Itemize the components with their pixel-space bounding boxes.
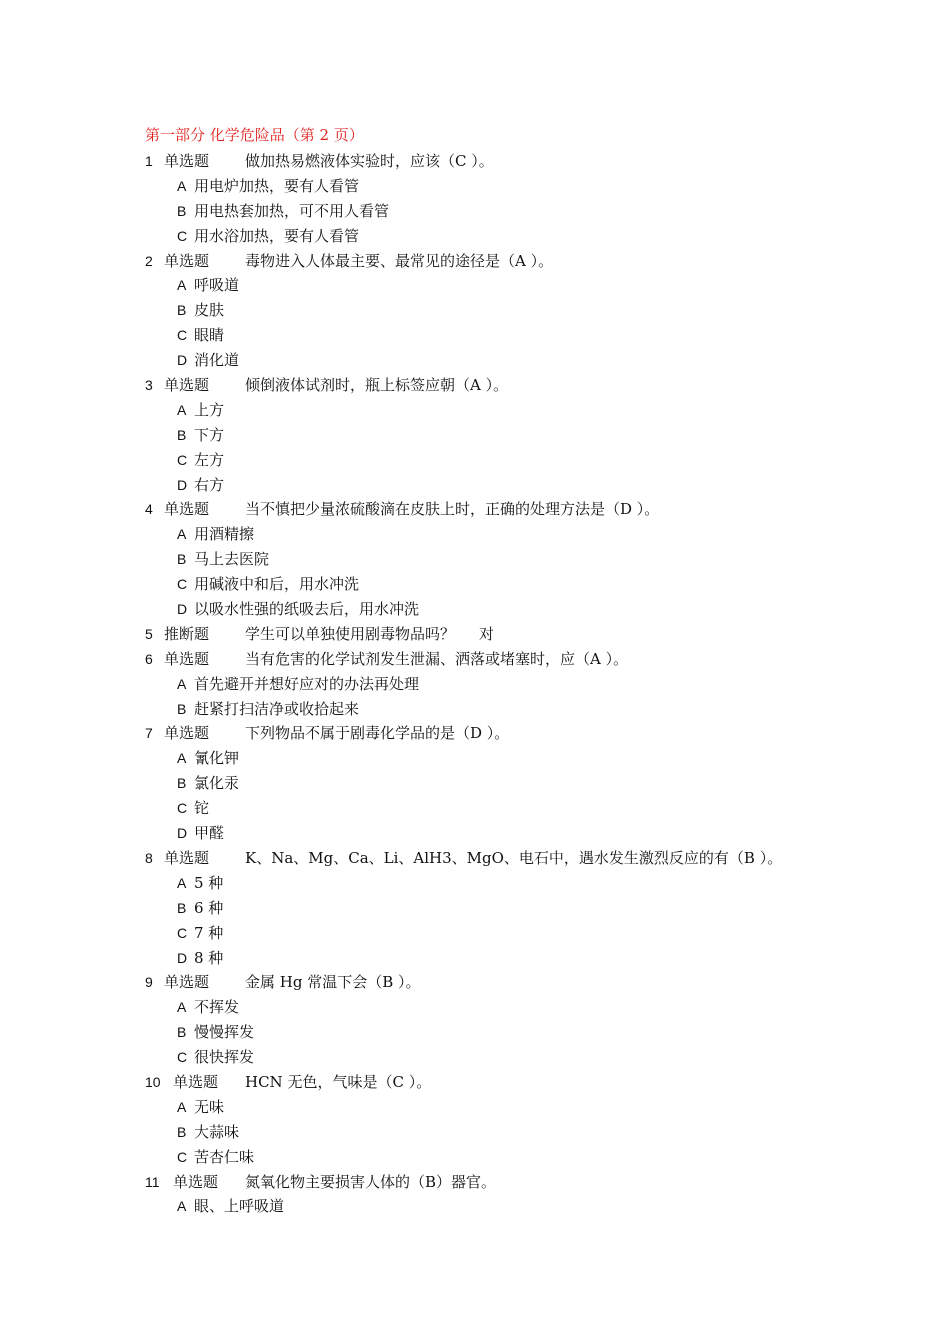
question-number: 11 — [145, 1173, 160, 1190]
question-line — [145, 846, 925, 871]
option-line — [145, 746, 925, 771]
question-line — [145, 622, 925, 647]
option-key: A — [177, 177, 187, 194]
question-number: 6 — [145, 650, 153, 667]
question-number: 3 — [145, 377, 153, 394]
option-key: B — [177, 302, 187, 319]
option-text: 用电热套加热，可不用人看管 — [194, 201, 390, 220]
option-key: A — [177, 675, 187, 692]
option-key: C — [177, 800, 188, 817]
option-line — [145, 1045, 925, 1070]
option-text: 6 种 — [194, 898, 224, 917]
option-text: 甲醛 — [194, 824, 225, 843]
option-line — [145, 199, 925, 224]
option-key: C — [177, 451, 188, 468]
question-number: 2 — [145, 252, 153, 269]
option-text: 用酒精擦 — [194, 525, 255, 544]
question-text: 做加热易燃液体实验时，应该（C ）。 — [245, 152, 494, 170]
option-text: 氰化钾 — [194, 749, 240, 768]
question-text: 学生可以单独使用剧毒物品吗？ — [245, 624, 456, 643]
option-line — [145, 771, 925, 796]
question-line — [145, 249, 925, 274]
option-text: 苦杏仁味 — [194, 1147, 255, 1166]
question-type: 单选题 — [164, 724, 210, 743]
option-line — [145, 323, 925, 348]
option-key: D — [177, 352, 188, 369]
question-type: 单选题 — [173, 1072, 219, 1091]
option-key: B — [177, 202, 187, 219]
option-text: 氯化汞 — [194, 774, 240, 793]
option-key: C — [177, 1148, 188, 1165]
option-key: A — [177, 277, 187, 294]
option-text: 眼睛 — [194, 326, 225, 345]
option-line — [145, 921, 925, 946]
question-number: 1 — [145, 153, 153, 169]
question-type: 单选题 — [164, 376, 210, 395]
question-line — [145, 721, 925, 746]
option-text: 用电炉加热，要有人看管 — [194, 176, 360, 195]
option-text: 呼吸道 — [194, 276, 240, 295]
question-type: 单选题 — [164, 649, 210, 668]
option-line — [145, 423, 925, 448]
option-text: 5 种 — [194, 873, 224, 892]
question-text: 倾倒液体试剂时，瓶上标签应朝（A ）。 — [245, 376, 509, 395]
option-text: 用碱液中和后，用水冲洗 — [194, 575, 360, 594]
question-line — [145, 1170, 925, 1195]
option-key: B — [177, 551, 187, 568]
option-line — [145, 995, 925, 1020]
option-line — [145, 896, 925, 921]
question-number: 8 — [145, 849, 153, 866]
option-key: D — [177, 949, 188, 966]
option-text: 很快挥发 — [194, 1048, 255, 1067]
question-type: 单选题 — [164, 848, 210, 867]
option-key: A — [177, 1098, 187, 1115]
option-text: 用水浴加热，要有人看管 — [194, 226, 360, 245]
question-text: 当不慎把少量浓硫酸滴在皮肤上时，正确的处理方法是（D ）。 — [245, 500, 660, 519]
option-key: B — [177, 1024, 187, 1041]
option-key: B — [177, 775, 187, 792]
option-key: D — [177, 601, 188, 618]
question-number: 4 — [145, 501, 153, 518]
option-text: 马上去医院 — [194, 550, 270, 569]
option-line — [145, 946, 925, 971]
option-line — [145, 697, 925, 722]
option-line — [145, 1020, 925, 1045]
option-text: 赶紧打扫洁净或收拾起来 — [194, 699, 360, 718]
option-text: 8 种 — [194, 948, 224, 967]
option-line — [145, 796, 925, 821]
option-key: C — [177, 227, 188, 244]
question-text: 氮氧化物主要损害人体的（B）器官。 — [245, 1172, 497, 1191]
option-key: C — [177, 576, 188, 593]
option-line — [145, 522, 925, 547]
option-line — [145, 547, 925, 572]
option-text: 消化道 — [194, 351, 240, 370]
option-text: 无味 — [194, 1097, 225, 1116]
option-key: B — [177, 1123, 187, 1140]
option-line — [145, 871, 925, 896]
option-text: 首先避开并想好应对的办法再处理 — [194, 674, 420, 693]
option-text: 下方 — [194, 425, 225, 444]
question-number: 5 — [145, 625, 153, 642]
question-list — [145, 149, 925, 1219]
question-line — [145, 497, 925, 522]
option-key: D — [177, 825, 188, 842]
option-text: 皮肤 — [194, 301, 225, 320]
option-line — [145, 224, 925, 249]
option-text: 大蒜味 — [194, 1122, 240, 1141]
option-line — [145, 174, 925, 199]
option-text: 铊 — [194, 799, 210, 818]
option-text: 右方 — [194, 475, 225, 494]
option-text: 眼、上呼吸道 — [194, 1197, 285, 1216]
option-line — [145, 298, 925, 323]
question-type: 单选题 — [164, 973, 210, 992]
option-key: B — [177, 700, 187, 717]
option-key: A — [177, 401, 187, 418]
option-line — [145, 448, 925, 473]
option-key: C — [177, 924, 188, 941]
question-number: 10 — [145, 1073, 161, 1090]
option-key: A — [177, 750, 187, 767]
question-text: 金属 Hg 常温下会（B ）。 — [245, 973, 421, 992]
option-line — [145, 597, 925, 622]
option-key: A — [177, 874, 187, 891]
option-text: 左方 — [194, 450, 225, 469]
option-line — [145, 398, 925, 423]
question-text: 毒物进入人体最主要、最常见的途径是（A ）。 — [245, 251, 554, 270]
option-text: 慢慢挥发 — [194, 1023, 255, 1042]
option-key: A — [177, 1198, 187, 1215]
question-answer: 对 — [479, 624, 495, 643]
question-type: 推断题 — [164, 624, 210, 643]
option-line — [145, 672, 925, 697]
option-line — [145, 1120, 925, 1145]
question-text: 当有危害的化学试剂发生泄漏、洒落或堵塞时，应（A ）。 — [245, 649, 629, 668]
question-line — [145, 970, 925, 995]
question-line — [145, 647, 925, 672]
section-title: 第一部分 化学危险品（第 2 页） — [145, 126, 364, 144]
question-number: 9 — [145, 974, 153, 991]
question-text: HCN 无色，气味是（C ）。 — [245, 1072, 432, 1091]
option-key: D — [177, 476, 188, 493]
question-line — [145, 149, 925, 174]
option-line — [145, 821, 925, 846]
option-line — [145, 1194, 925, 1219]
option-text: 以吸水性强的纸吸去后，用水冲洗 — [194, 600, 420, 619]
option-line — [145, 473, 925, 498]
question-type: 单选题 — [173, 1172, 219, 1191]
question-type: 单选题 — [164, 152, 210, 170]
question-text: 下列物品不属于剧毒化学品的是（D ）。 — [245, 724, 510, 743]
question-type: 单选题 — [164, 500, 210, 519]
option-line — [145, 348, 925, 373]
option-key: C — [177, 1049, 188, 1066]
option-text: 不挥发 — [194, 998, 240, 1017]
option-key: A — [177, 999, 187, 1016]
option-key: B — [177, 426, 187, 443]
option-key: A — [177, 526, 187, 543]
question-line — [145, 1070, 925, 1095]
option-text: 7 种 — [194, 923, 224, 942]
question-text: K、Na、Mg、Ca、Li、AlH3、MgO、电石中，遇水发生激烈反应的有（B ）。 — [245, 848, 783, 867]
option-key: B — [177, 899, 187, 916]
option-line — [145, 1145, 925, 1170]
question-type: 单选题 — [164, 251, 210, 270]
option-key: C — [177, 327, 188, 344]
option-text: 上方 — [194, 400, 225, 419]
option-line — [145, 572, 925, 597]
question-line — [145, 373, 925, 398]
option-line — [145, 273, 925, 298]
question-number: 7 — [145, 725, 153, 742]
option-line — [145, 1095, 925, 1120]
